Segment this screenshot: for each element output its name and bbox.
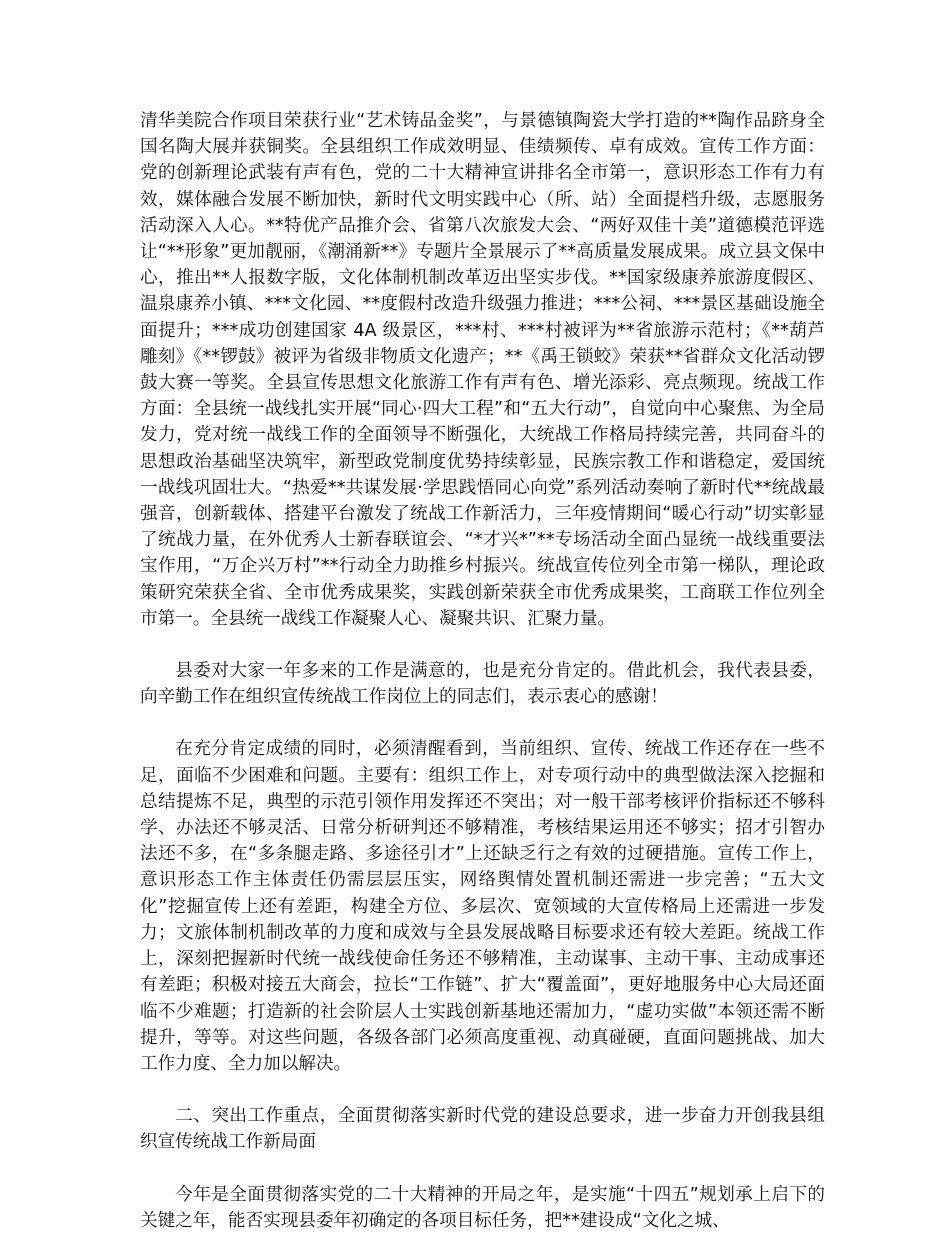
document-page: [140, 108, 825, 1234]
paragraph-this-year: 今年是全面贯彻落实党的二十大精神的开局之年，是实施“十四五”规划承上启下的关键之年，能否实现县委年初确定的各项目标任务，把**建设成“文化之城、: [140, 1184, 825, 1231]
paragraph-shortcomings: 在充分肯定成绩的同时，必须清醒看到，当前组织、宣传、统战工作还存在一些不足，面临不少困难和问题。主要有：组织工作上，对专项行动中的典型做法深入挖掘和总结提炼不足，典型的示范引领作用发挥还不突出；对一般干部考核评价指标还不够科学、办法还不够灵活、日常分析研判还不够精准，考核结果运用还不够实；招才引智办法还不多，在“多条腿走路、多途径引才”上还缺乏行之有效的过硬措施。宣传工作上，意识形态工作主体责任仍需层层压实，网络舆情处置机制还需进一步完善；“五大文化”挖掘宣传上还有差距，构建全方位、多层次、宽领域的大宣传格局上还需进一步发力；文旅体制机制改革的力度和成效与全县发展战略目标要求还有较大差距。统战工作上，深刻把握新时代统一战线使命任务还不够精准，主动谋事、主动干事、主动成事还有差距；积极对接五大商会，拉长“工作链”、扩大“覆盖面”，更好地服务中心大局还面临不少难题；打造新的社会阶层人士实践创新基地还需加力，“虚功实做”本领还需不断提升，等等。对这些问题，各级各部门必须高度重视、动真碰硬，直面问题挑战、加大工作力度、全力加以解决。: [140, 739, 825, 1074]
paragraph-achievements: 清华美院合作项目荣获行业“艺术铸品金奖”，与景德镇陶瓷大学打造的**陶作品跻身全国名陶大展并获铜奖。全县组织工作成效明显、佳绩频传、卓有成效。宣传工作方面：党的创新理论武装有声有色，党的二十大精神宣讲排名全市第一，意识形态工作有力有效，媒体融合发展不断加快，新时代文明实践中心（所、站）全面提档升级，志愿服务活动深入人心。**特优产品推介会、省第八次旅发大会、“两好双佳十美”道德模范评选让“**形象”更加靓丽，《潮涌新**》专题片全景展示了**高质量发展成果。成立县文保中心，推出**人报数字版，文化体制机制改革迈出坚实步伐。**国家级康养旅游度假区、温泉康养小镇、***文化园、**度假村改造升级强力推进；***公祠、***景区基础设施全面提升；***成功创建国家 4A 级景区，***村、***村被评为**省旅游示范村；《**葫芦雕刻》《**锣鼓》被评为省级非物质文化遗产；**《禹王锁蛟》荣获**省群众文化活动锣鼓大赛一等奖。全县宣传思想文化旅游工作有声有色、增光添彩、亮点频现。统战工作方面：全县统一战线扎实开展“同心·四大工程”和“五大行动”，自觉向中心聚焦、为全局发力，党对统一战线工作的全面领导不断强化，大统战工作格局持续完善，共同奋斗的思想政治基础坚决筑牢，新型政党制度优势持续彰显，民族宗教工作和谐稳定，爱国统一战线巩固壮大。“热爱**共谋发展·学思践悟同心向党”系列活动奏响了新时代**统战最强音，创新载体、搭建平台激发了统战工作新活力，三年疫情期间“暖心行动”切实彰显了统战力量，在外优秀人士新春联谊会、“*才兴*”**专场活动全面凸显统一战线重要法宝作用，“万企兴万村”**行动全力助推乡村振兴。统战宣传位列全市第一梯队，理论政策研究荣获全省、全市优秀成果奖，实践创新荣获全市优秀成果奖，工商联工作位列全市第一。全县统一战线工作凝聚人心、凝聚共识、汇聚力量。: [140, 111, 825, 629]
paragraph-thanks: 县委对大家一年多来的工作是满意的，也是充分肯定的。借此机会，我代表县委，向辛勤工作在组织宣传统战工作岗位上的同志们，表示衷心的感谢！: [140, 661, 825, 708]
section-heading-two: 二、突出工作重点，全面贯彻落实新时代党的建设总要求，进一步奋力开创我县组织宣传统战工作新局面: [140, 1106, 825, 1153]
